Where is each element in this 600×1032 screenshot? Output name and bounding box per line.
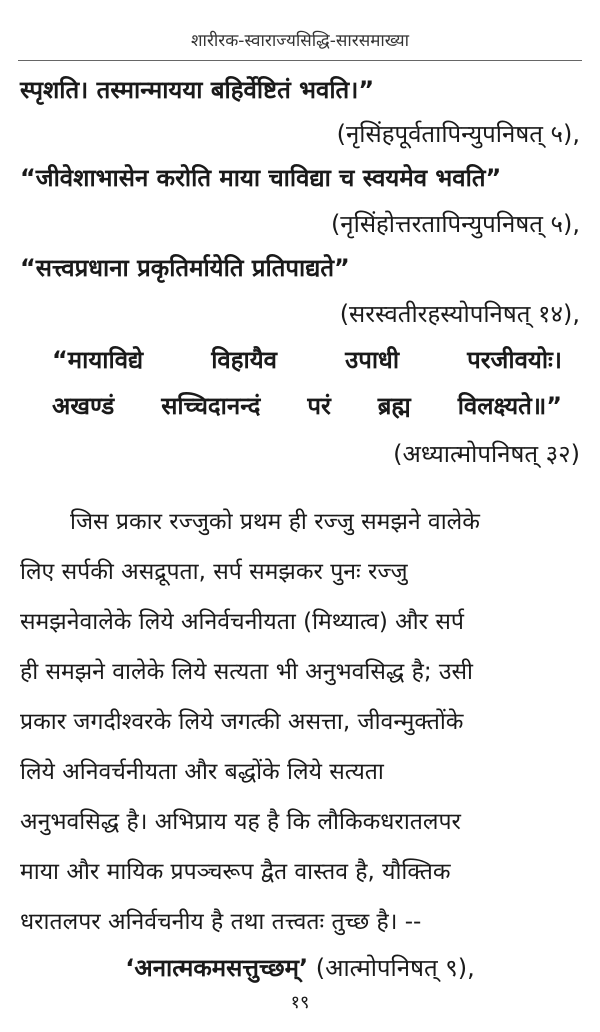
closing-citation-line xyxy=(0,946,600,990)
verse-word: परजीवयोः। xyxy=(467,346,562,374)
paragraph-line: ही समझने वालेके लिये सत्यता भी अनुभवसिद्ध है; उसी xyxy=(20,659,474,685)
verse-line-2 xyxy=(52,384,562,428)
verse-word: ब्रह्म xyxy=(377,392,411,420)
quote-jiveshabhasena: “जीवेशाभासेन करोति माया चाविद्या च स्वयमेव भवति” xyxy=(20,164,502,192)
verse-line-1 xyxy=(52,338,562,382)
verse-word: “मायाविद्ये xyxy=(52,346,144,374)
paragraph-line: जिस प्रकार रज्जुको प्रथम ही रज्जु समझने वालेके xyxy=(70,509,480,535)
verse-word: अखण्डं xyxy=(52,392,115,420)
paragraph-line: लिए सर्पकी असद्रूपता, सर्प समझकर पुनः रज्जु xyxy=(20,559,408,585)
verse-word: परं xyxy=(307,392,331,420)
text-line-1: स्पृशति। तस्मान्मायया बहिर्वेष्टितं भवति।” xyxy=(20,76,375,104)
citation-sarasvatirahasya: (सरस्वतीरहस्योपनिषत् १४), xyxy=(339,300,580,328)
paragraph-line: लिये अनिवर्चनीयता और बद्धोंके लिये सत्यता xyxy=(20,759,384,785)
quote-sattvapradhana: “सत्त्वप्रधाना प्रकृतिर्मायेति प्रतिपाद्यते” xyxy=(20,254,350,282)
verse-word: विहायैव xyxy=(211,346,278,374)
citation-nrisimhapurva: (नृसिंहपूर्वतापिन्युपनिषत् ५), xyxy=(336,120,580,148)
verse-word: विलक्ष्यते॥” xyxy=(457,392,562,420)
closing-citation: (आत्मोपनिषत् ९), xyxy=(308,954,475,982)
header-rule xyxy=(18,60,582,61)
closing-quote: ‘अनात्मकमसत्तुच्छम्’ xyxy=(125,954,309,982)
verse-word: सच्चिदानन्दं xyxy=(161,392,261,420)
running-header: शारीरक-स्वाराज्यसिद्धि-सारसमाख्या xyxy=(190,31,409,51)
citation-adhyatma: (अध्यात्मोपनिषत् ३२) xyxy=(393,440,580,468)
verse-word: उपाधी xyxy=(345,346,400,374)
paragraph-line: माया और मायिक प्रपञ्चरूप द्वैत वास्तव है, यौक्तिक xyxy=(20,859,451,885)
paragraph-line: प्रकार जगदीश्वरके लिये जगत्की असत्ता, जीवन्मुक्तोंके xyxy=(20,709,464,735)
citation-nrisimhottara: (नृसिंहोत्तरतापिन्युपनिषत् ५), xyxy=(330,210,580,238)
paragraph-line: अनुभवसिद्ध है। अभिप्राय यह है कि लौकिकधरातलपर xyxy=(20,809,461,835)
page-number: १९ xyxy=(290,992,310,1013)
paragraph-line: समझनेवालेके लिये अनिर्वचनीयता (मिथ्यात्व) और सर्प xyxy=(20,609,464,635)
paragraph-line: धरातलपर अनिर्वचनीय है तथा तत्त्वतः तुच्छ है। -- xyxy=(20,909,422,935)
